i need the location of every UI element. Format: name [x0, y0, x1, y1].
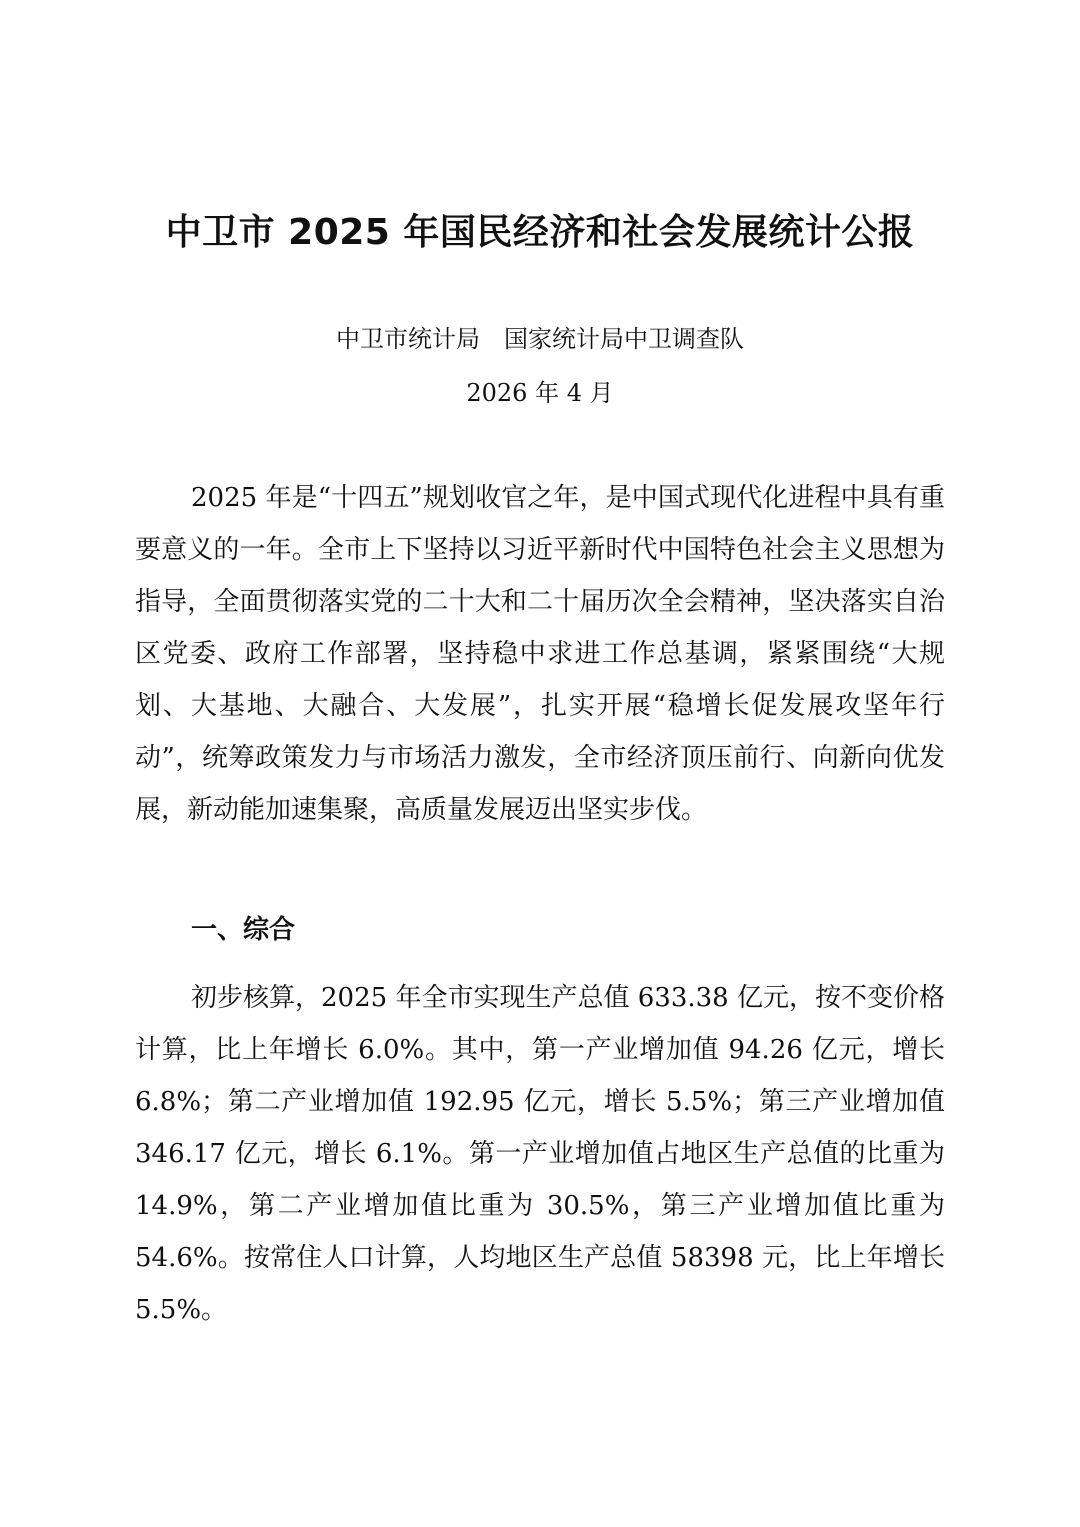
document-authors: 中卫市统计局 国家统计局中卫调查队 [336, 325, 744, 353]
intro-paragraph: 2025 年是“十四五”规划收官之年，是中国式现代化进程中具有重要意义的一年。全市上下坚持以习近平新时代中国特色社会主义思想为指导，全面贯彻落实党的二十大和二十届历次全会精神，坚决落实自治区党委、政府工作部署，坚持稳中求进工作总基调，紧紧围绕“大规划、大基地、大融合、大发展”，扎实开展“稳增长促发展攻坚年行动”，统筹政策发力与市场活力激发，全市经济顶压前行、向新向优发展，新动能加速集聚，高质量发展迈出坚实步伐。 [135, 483, 945, 825]
section-heading-overview: 一、综合 [191, 915, 296, 945]
section-paragraph-overview: 初步核算，2025 年全市实现生产总值 633.38 亿元，按不变价格计算，比上年增长 6.0%。其中，第一产业增加值 94.26 亿元，增长 6.8%；第二产业增加值 192.95 亿元，增长 5.5%；第三产业增加值 346.17 亿元，增长 6.1%。第一产业增加值占地区生产总值的比重为 14.9%，第二产业增加值比重为 30.5%，第三产业增加值比重为 54.6%。按常住人口计算，人均地区生产总值 58398 元，比上年增长 5.5%。 [135, 983, 945, 1325]
document-title: 中卫市 2025 年国民经济和社会发展统计公报 [165, 212, 915, 253]
document-date: 2026 年 4 月 [466, 379, 614, 407]
